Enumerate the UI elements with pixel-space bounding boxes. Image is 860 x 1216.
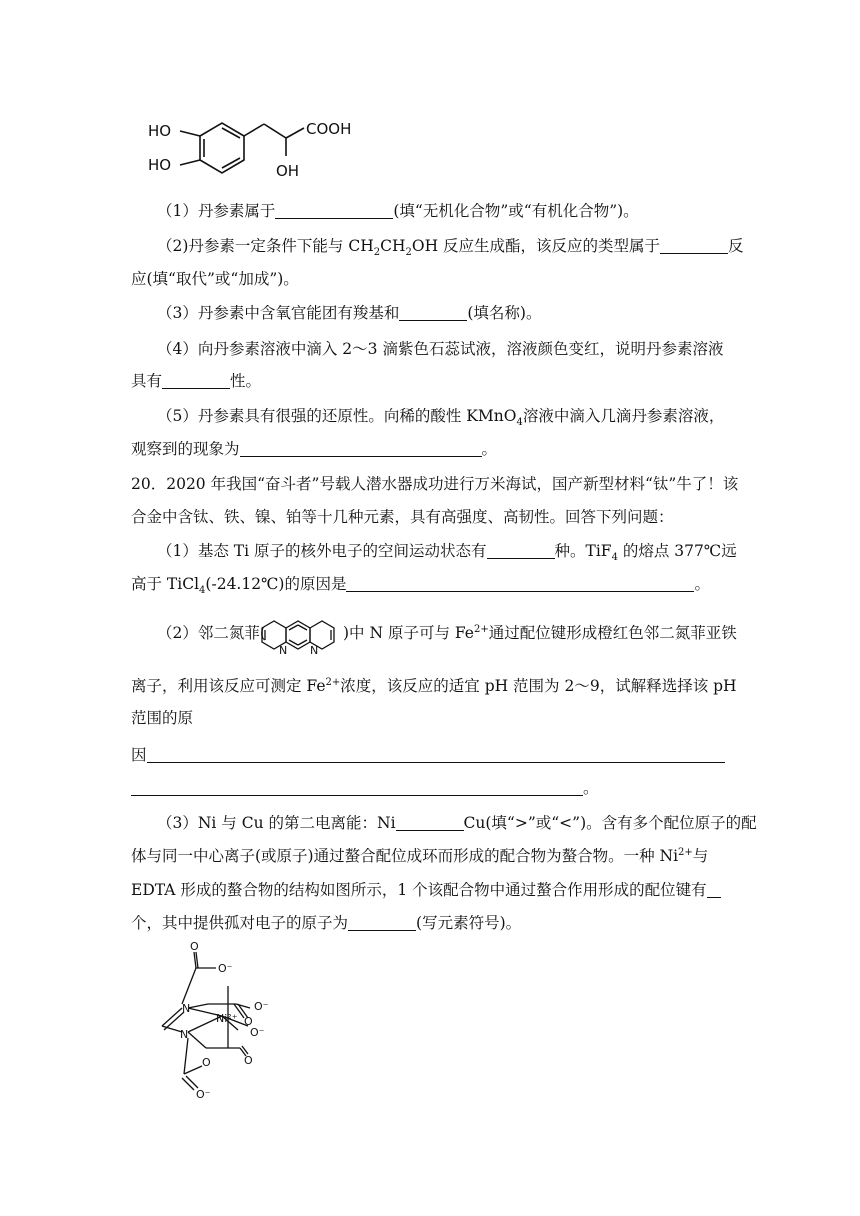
answer-blank[interactable] <box>348 914 416 931</box>
q20-part2-line2: 离子，利用该反应可测定 $Fe^{2+}$浓度，该反应的适宜 pH 范围为 2～9，试解释选择该 pH <box>131 676 737 695</box>
edta-ni-center: Ni²⁺ <box>216 1012 238 1025</box>
q20-part2-line4: 因 <box>131 744 725 766</box>
answer-blank[interactable] <box>275 202 393 219</box>
edta-o-1: O <box>190 940 199 953</box>
q19-part5-line2: 观察到的现象为 。 <box>131 440 498 458</box>
phen-n-left: N <box>279 644 288 657</box>
edta-n-bottom: N <box>180 1028 189 1041</box>
answer-blank[interactable] <box>240 440 482 457</box>
answer-blank[interactable] <box>162 372 230 389</box>
edta-n-top: N <box>182 1002 191 1015</box>
danshensu-structure <box>140 108 400 188</box>
q19-part4-line2: 具有 性。 <box>131 372 262 390</box>
q19-part3: （3）丹参素中含氧官能团有羧基和 (填名称)。 <box>157 304 542 322</box>
q19-part1: （1）丹参素属于 (填“无机化合物”或“有机化合物”)。 <box>157 202 639 220</box>
q20-part1-line2: 高于 TiCl$_4$(-24.12℃)的原因是 。 <box>131 575 710 597</box>
answer-blank[interactable] <box>660 237 728 254</box>
edta-o-3: O <box>244 1015 253 1028</box>
answer-blank[interactable] <box>487 542 555 559</box>
answer-blank[interactable] <box>707 881 721 898</box>
answer-blank[interactable] <box>346 575 694 592</box>
edta-o-7: O <box>202 1056 211 1069</box>
edta-o-2: O⁻ <box>218 962 233 975</box>
q19-part2-line1: （2)丹参素一定条件下能与 $CH_2CH_2OH$ 反应生成酯，该反应的类型属于 反 <box>157 237 744 259</box>
q20-part1-line1: （1）基态 Ti 原子的核外电子的空间运动状态有 种。TiF$_4$ 的熔点 377℃远 <box>157 542 737 564</box>
ni-edta-chelate-structure <box>146 938 286 1098</box>
answer-blank-long[interactable] <box>147 746 725 763</box>
cooh-label: COOH <box>306 120 352 138</box>
q19-part2-line2: 应(填“取代”或“加成”)。 <box>131 270 299 288</box>
ho-label-bottom: HO <box>148 156 172 174</box>
phen-n-right: N <box>310 644 319 657</box>
q20-part3-line2: 体与同一中心离子(或原子)通过螯合配位成环而形成的配合物为螯合物。一种 $Ni^{2+}$与 <box>131 846 709 865</box>
q20-part3-line3: EDTA 形成的螯合物的结构如图所示，1 个该配合物中通过螯合作用形成的配位键有 <box>131 879 721 901</box>
edta-o-4: O⁻ <box>254 1000 269 1013</box>
answer-blank[interactable] <box>396 814 464 831</box>
answer-blank-long[interactable] <box>131 779 583 796</box>
phenanthroline-structure <box>258 608 344 658</box>
q20-part3-line4: 个，其中提供孤对电子的原子为 (写元素符号)。 <box>131 914 522 932</box>
q20-part3-line1: （3）Ni 与 Cu 的第二电离能：Ni Cu(填“>”或“<”)。含有多个配位原子的配 <box>157 814 757 832</box>
edta-o-5: O⁻ <box>250 1026 265 1039</box>
edta-o-8: O⁻ <box>196 1088 211 1098</box>
q20-part2-line1-right: )中 N 原子可与 $Fe^{2+}$通过配位键形成橙红色邻二氮菲亚铁 <box>343 623 737 642</box>
q20-part2-line1-left: （2）邻二氮菲( <box>157 624 266 642</box>
oh-label: OH <box>276 162 300 180</box>
edta-o-6: O <box>244 1054 253 1067</box>
q20-intro-line1: 20．2020 年我国“奋斗者”号载人潜水器成功进行万米海试，国产新型材料“钛”牛了！该 <box>131 475 739 493</box>
q20-part2-line3: 范围的原 <box>131 709 194 727</box>
ho-label-top: HO <box>148 122 172 140</box>
q19-part5-line1: （5）丹参素具有很强的还原性。向稀的酸性 KMnO$_4$溶液中滴入几滴丹参素溶液， <box>157 407 725 429</box>
answer-blank[interactable] <box>399 304 467 321</box>
q20-intro-line2: 合金中含钛、铁、镍、铂等十几种元素，具有高强度、高韧性。回答下列问题： <box>131 508 674 526</box>
q19-part4-line1: （4）向丹参素溶液中滴入 2～3 滴紫色石蕊试液，溶液颜色变红，说明丹参素溶液 <box>157 340 724 358</box>
q20-part2-line5: 。 <box>131 777 599 799</box>
